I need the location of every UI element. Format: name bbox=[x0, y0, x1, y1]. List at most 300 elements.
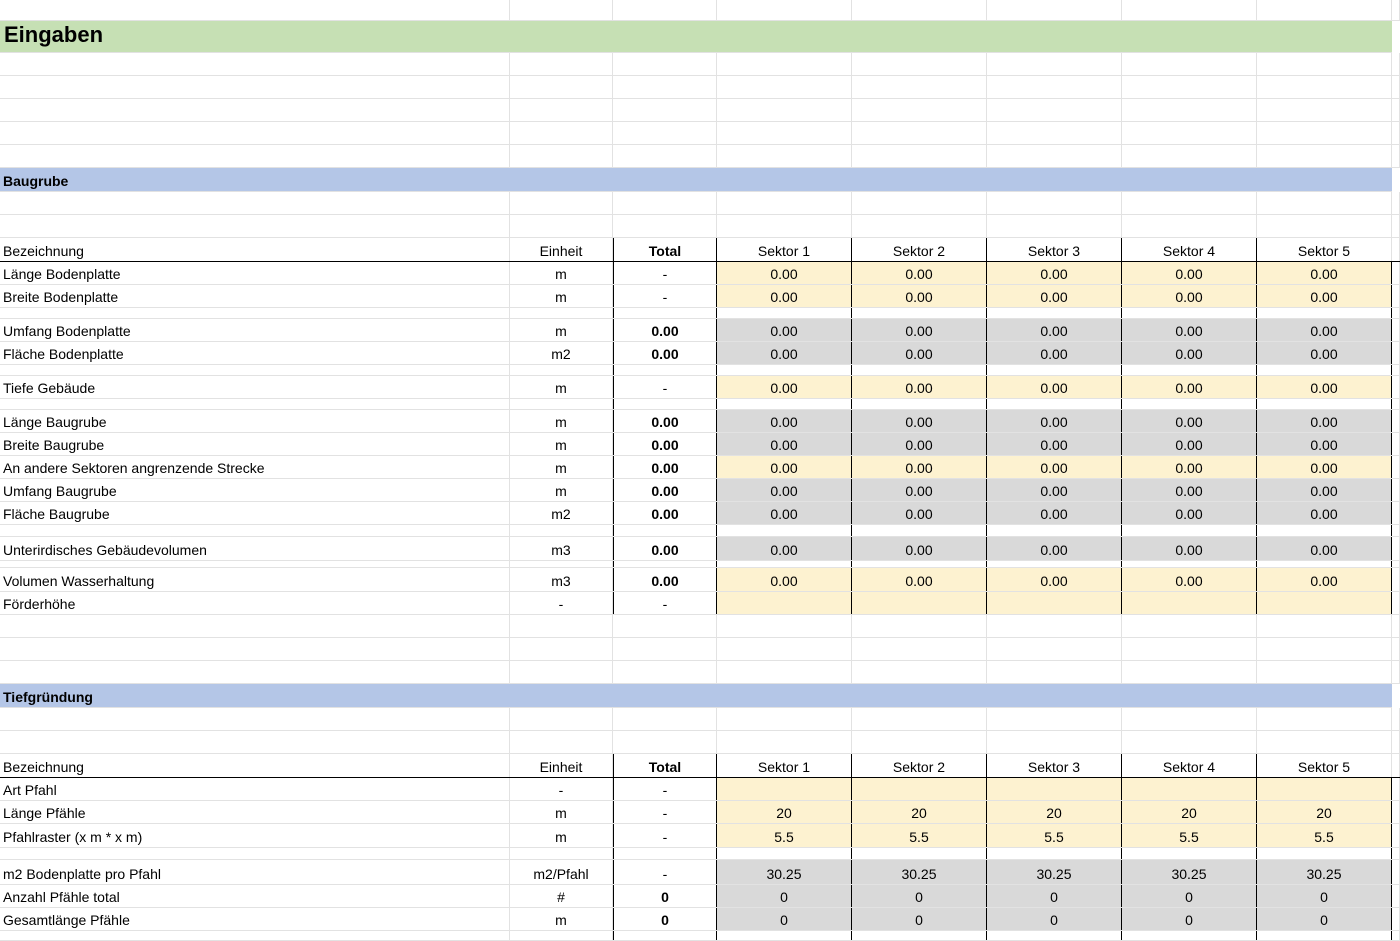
empty-cell[interactable] bbox=[510, 399, 613, 409]
empty-cell[interactable] bbox=[510, 53, 613, 75]
empty-cell[interactable] bbox=[987, 145, 1122, 167]
row-label[interactable]: Umfang Baugrube bbox=[0, 479, 510, 501]
empty-cell[interactable] bbox=[717, 145, 852, 167]
empty-cell[interactable] bbox=[852, 122, 987, 144]
row-value-sektor-5[interactable]: 30.25 bbox=[1257, 860, 1392, 884]
row-value-sektor-2[interactable]: 0 bbox=[852, 908, 987, 930]
empty-cell[interactable] bbox=[1257, 931, 1392, 940]
empty-cell[interactable] bbox=[1257, 561, 1392, 567]
row-unit[interactable]: # bbox=[510, 885, 613, 907]
row-value-sektor-1[interactable]: 0.00 bbox=[717, 433, 852, 455]
empty-cell[interactable] bbox=[510, 931, 613, 940]
row-value-sektor-2[interactable]: 30.25 bbox=[852, 860, 987, 884]
empty-cell[interactable] bbox=[0, 99, 510, 121]
empty-cell[interactable] bbox=[613, 848, 717, 859]
row-value-sektor-5[interactable]: 0.00 bbox=[1257, 502, 1392, 524]
empty-cell[interactable] bbox=[1122, 365, 1257, 375]
row-value-sektor-4[interactable]: 0.00 bbox=[1122, 502, 1257, 524]
row-total[interactable]: 0 bbox=[613, 885, 717, 907]
row-value-sektor-4[interactable]: 20 bbox=[1122, 801, 1257, 823]
row-label[interactable]: Pfahlraster (x m * x m) bbox=[0, 824, 510, 847]
empty-cell[interactable] bbox=[1122, 308, 1257, 318]
empty-cell[interactable] bbox=[1122, 122, 1257, 144]
empty-cell[interactable] bbox=[1122, 731, 1257, 753]
empty-cell[interactable] bbox=[1257, 192, 1392, 214]
row-label[interactable]: Länge Baugrube bbox=[0, 410, 510, 432]
empty-cell[interactable] bbox=[1257, 308, 1392, 318]
empty-cell[interactable] bbox=[987, 192, 1122, 214]
row-value-sektor-2[interactable] bbox=[852, 778, 987, 800]
row-value-sektor-5[interactable]: 0.00 bbox=[1257, 568, 1392, 591]
empty-cell[interactable] bbox=[717, 708, 852, 730]
empty-cell[interactable] bbox=[1257, 53, 1392, 75]
row-unit[interactable]: m2/Pfahl bbox=[510, 860, 613, 884]
empty-cell[interactable] bbox=[1392, 399, 1400, 409]
row-unit[interactable]: m bbox=[510, 319, 613, 341]
row-value-sektor-5[interactable]: 0.00 bbox=[1257, 456, 1392, 478]
row-value-sektor-3[interactable]: 5.5 bbox=[987, 824, 1122, 847]
header-sektor-5[interactable]: Sektor 5 bbox=[1257, 238, 1392, 261]
empty-cell[interactable] bbox=[1122, 525, 1257, 536]
empty-cell[interactable] bbox=[0, 708, 510, 730]
row-label[interactable]: Anzahl Pfähle total bbox=[0, 885, 510, 907]
row-total[interactable]: - bbox=[613, 262, 717, 284]
row-value-sektor-2[interactable]: 0.00 bbox=[852, 502, 987, 524]
empty-cell[interactable] bbox=[1257, 0, 1392, 20]
empty-cell[interactable] bbox=[0, 365, 510, 375]
empty-cell[interactable] bbox=[1392, 215, 1400, 237]
row-value-sektor-1[interactable]: 0.00 bbox=[717, 285, 852, 307]
row-value-sektor-4[interactable]: 30.25 bbox=[1122, 860, 1257, 884]
row-value-sektor-1[interactable]: 0.00 bbox=[717, 479, 852, 501]
empty-cell[interactable] bbox=[510, 0, 613, 20]
empty-cell[interactable] bbox=[1122, 561, 1257, 567]
row-value-sektor-5[interactable]: 0.00 bbox=[1257, 319, 1392, 341]
empty-cell[interactable] bbox=[717, 399, 852, 409]
empty-cell[interactable] bbox=[1257, 99, 1392, 121]
empty-cell[interactable] bbox=[987, 399, 1122, 409]
header-total[interactable]: Total bbox=[613, 754, 717, 777]
empty-cell[interactable] bbox=[1257, 76, 1392, 98]
empty-cell[interactable] bbox=[852, 561, 987, 567]
empty-cell[interactable] bbox=[717, 615, 852, 637]
row-label[interactable]: Breite Baugrube bbox=[0, 433, 510, 455]
row-total[interactable]: 0.00 bbox=[613, 456, 717, 478]
empty-cell[interactable] bbox=[1122, 708, 1257, 730]
row-value-sektor-5[interactable]: 0.00 bbox=[1257, 262, 1392, 284]
empty-cell[interactable] bbox=[1257, 615, 1392, 637]
empty-cell[interactable] bbox=[510, 525, 613, 536]
row-unit[interactable]: m bbox=[510, 908, 613, 930]
empty-cell[interactable] bbox=[717, 638, 852, 660]
header-sektor-4[interactable]: Sektor 4 bbox=[1122, 754, 1257, 777]
row-value-sektor-4[interactable]: 0.00 bbox=[1122, 319, 1257, 341]
row-total[interactable]: 0.00 bbox=[613, 568, 717, 591]
row-label[interactable]: An andere Sektoren angrenzende Strecke bbox=[0, 456, 510, 478]
empty-cell[interactable] bbox=[0, 308, 510, 318]
row-value-sektor-3[interactable]: 0.00 bbox=[987, 376, 1122, 398]
row-label[interactable]: Förderhöhe bbox=[0, 592, 510, 614]
empty-cell[interactable] bbox=[0, 192, 510, 214]
empty-cell[interactable] bbox=[510, 365, 613, 375]
row-unit[interactable]: m bbox=[510, 824, 613, 847]
row-label[interactable]: Breite Bodenplatte bbox=[0, 285, 510, 307]
row-total[interactable]: - bbox=[613, 801, 717, 823]
row-value-sektor-3[interactable]: 0 bbox=[987, 908, 1122, 930]
empty-cell[interactable] bbox=[852, 931, 987, 940]
empty-cell[interactable] bbox=[613, 192, 717, 214]
empty-cell[interactable] bbox=[852, 615, 987, 637]
row-unit[interactable]: m bbox=[510, 410, 613, 432]
empty-cell[interactable] bbox=[1122, 145, 1257, 167]
row-label[interactable]: Tiefe Gebäude bbox=[0, 376, 510, 398]
row-value-sektor-4[interactable]: 0.00 bbox=[1122, 456, 1257, 478]
header-unit[interactable]: Einheit bbox=[510, 754, 613, 777]
empty-cell[interactable] bbox=[510, 192, 613, 214]
header-sektor-4[interactable]: Sektor 4 bbox=[1122, 238, 1257, 261]
empty-cell[interactable] bbox=[717, 731, 852, 753]
empty-cell[interactable] bbox=[987, 848, 1122, 859]
empty-cell[interactable] bbox=[613, 365, 717, 375]
empty-cell[interactable] bbox=[717, 215, 852, 237]
empty-cell[interactable] bbox=[1392, 76, 1400, 98]
row-total[interactable]: - bbox=[613, 778, 717, 800]
empty-cell[interactable] bbox=[1122, 615, 1257, 637]
row-label[interactable]: Gesamtlänge Pfähle bbox=[0, 908, 510, 930]
row-value-sektor-3[interactable]: 0.00 bbox=[987, 342, 1122, 364]
row-value-sektor-3[interactable]: 0.00 bbox=[987, 502, 1122, 524]
empty-cell[interactable] bbox=[1392, 53, 1400, 75]
row-value-sektor-1[interactable]: 0.00 bbox=[717, 410, 852, 432]
empty-cell[interactable] bbox=[717, 365, 852, 375]
empty-cell[interactable] bbox=[987, 638, 1122, 660]
empty-cell[interactable] bbox=[987, 76, 1122, 98]
empty-cell[interactable] bbox=[1122, 848, 1257, 859]
empty-cell[interactable] bbox=[717, 525, 852, 536]
empty-cell[interactable] bbox=[0, 0, 510, 20]
row-value-sektor-1[interactable]: 0 bbox=[717, 908, 852, 930]
section-label-baugrube[interactable]: Baugrube bbox=[3, 173, 69, 189]
header-sektor-2[interactable]: Sektor 2 bbox=[852, 754, 987, 777]
row-value-sektor-1[interactable]: 5.5 bbox=[717, 824, 852, 847]
empty-cell[interactable] bbox=[510, 661, 613, 683]
row-value-sektor-3[interactable] bbox=[987, 778, 1122, 800]
empty-cell[interactable] bbox=[852, 731, 987, 753]
empty-cell[interactable] bbox=[987, 931, 1122, 940]
row-total[interactable]: 0.00 bbox=[613, 502, 717, 524]
row-unit[interactable]: m bbox=[510, 801, 613, 823]
empty-cell[interactable] bbox=[613, 53, 717, 75]
row-value-sektor-3[interactable]: 0.00 bbox=[987, 537, 1122, 560]
row-value-sektor-4[interactable]: 0.00 bbox=[1122, 568, 1257, 591]
row-unit[interactable]: m bbox=[510, 433, 613, 455]
empty-cell[interactable] bbox=[717, 53, 852, 75]
empty-cell[interactable] bbox=[1392, 638, 1400, 660]
row-value-sektor-2[interactable] bbox=[852, 592, 987, 614]
empty-cell[interactable] bbox=[510, 561, 613, 567]
empty-cell[interactable] bbox=[613, 931, 717, 940]
row-label[interactable]: Fläche Bodenplatte bbox=[0, 342, 510, 364]
row-value-sektor-5[interactable] bbox=[1257, 592, 1392, 614]
empty-cell[interactable] bbox=[613, 145, 717, 167]
sheet-title[interactable]: Eingaben bbox=[4, 22, 104, 47]
row-value-sektor-1[interactable]: 0.00 bbox=[717, 376, 852, 398]
row-total[interactable]: 0.00 bbox=[613, 342, 717, 364]
empty-cell[interactable] bbox=[717, 661, 852, 683]
empty-cell[interactable] bbox=[852, 99, 987, 121]
row-value-sektor-5[interactable]: 0 bbox=[1257, 908, 1392, 930]
empty-cell[interactable] bbox=[852, 638, 987, 660]
header-sektor-2[interactable]: Sektor 2 bbox=[852, 238, 987, 261]
section-label-tiefgruendung[interactable]: Tiefgründung bbox=[3, 689, 93, 705]
empty-cell[interactable] bbox=[613, 731, 717, 753]
empty-cell[interactable] bbox=[717, 76, 852, 98]
empty-cell[interactable] bbox=[613, 615, 717, 637]
empty-cell[interactable] bbox=[613, 561, 717, 567]
empty-cell[interactable] bbox=[1392, 561, 1400, 567]
row-value-sektor-2[interactable]: 0.00 bbox=[852, 568, 987, 591]
row-unit[interactable]: - bbox=[510, 592, 613, 614]
row-value-sektor-2[interactable]: 0.00 bbox=[852, 262, 987, 284]
empty-cell[interactable] bbox=[613, 308, 717, 318]
empty-cell[interactable] bbox=[852, 215, 987, 237]
empty-cell[interactable] bbox=[613, 215, 717, 237]
empty-cell[interactable] bbox=[0, 53, 510, 75]
empty-cell[interactable] bbox=[0, 76, 510, 98]
row-value-sektor-2[interactable]: 0.00 bbox=[852, 285, 987, 307]
empty-cell[interactable] bbox=[987, 708, 1122, 730]
row-unit[interactable]: m2 bbox=[510, 342, 613, 364]
row-value-sektor-4[interactable] bbox=[1122, 778, 1257, 800]
empty-cell[interactable] bbox=[1392, 848, 1400, 859]
empty-cell[interactable] bbox=[1122, 76, 1257, 98]
empty-cell[interactable] bbox=[0, 931, 510, 940]
row-value-sektor-5[interactable] bbox=[1257, 778, 1392, 800]
row-value-sektor-4[interactable]: 0.00 bbox=[1122, 376, 1257, 398]
empty-cell[interactable] bbox=[1257, 122, 1392, 144]
row-value-sektor-5[interactable]: 0.00 bbox=[1257, 479, 1392, 501]
row-value-sektor-3[interactable]: 0.00 bbox=[987, 479, 1122, 501]
row-value-sektor-1[interactable]: 0.00 bbox=[717, 502, 852, 524]
row-label[interactable]: Länge Pfähle bbox=[0, 801, 510, 823]
empty-cell[interactable] bbox=[987, 615, 1122, 637]
row-value-sektor-5[interactable]: 0.00 bbox=[1257, 376, 1392, 398]
row-value-sektor-1[interactable]: 0.00 bbox=[717, 568, 852, 591]
row-unit[interactable]: m3 bbox=[510, 568, 613, 591]
empty-cell[interactable] bbox=[852, 0, 987, 20]
empty-cell[interactable] bbox=[1122, 638, 1257, 660]
row-value-sektor-2[interactable]: 0.00 bbox=[852, 319, 987, 341]
empty-cell[interactable] bbox=[613, 122, 717, 144]
row-value-sektor-4[interactable]: 0.00 bbox=[1122, 285, 1257, 307]
empty-cell[interactable] bbox=[1257, 708, 1392, 730]
empty-cell[interactable] bbox=[987, 0, 1122, 20]
row-value-sektor-5[interactable]: 0 bbox=[1257, 885, 1392, 907]
empty-cell[interactable] bbox=[987, 731, 1122, 753]
row-value-sektor-2[interactable]: 0.00 bbox=[852, 433, 987, 455]
row-label[interactable]: Art Pfahl bbox=[0, 778, 510, 800]
empty-cell[interactable] bbox=[987, 561, 1122, 567]
row-value-sektor-5[interactable]: 0.00 bbox=[1257, 433, 1392, 455]
empty-cell[interactable] bbox=[852, 525, 987, 536]
row-value-sektor-1[interactable] bbox=[717, 592, 852, 614]
row-value-sektor-3[interactable]: 20 bbox=[987, 801, 1122, 823]
row-value-sektor-5[interactable]: 0.00 bbox=[1257, 342, 1392, 364]
row-total[interactable]: - bbox=[613, 592, 717, 614]
row-unit[interactable]: m bbox=[510, 479, 613, 501]
row-total[interactable]: 0.00 bbox=[613, 537, 717, 560]
header-unit[interactable]: Einheit bbox=[510, 238, 613, 261]
empty-cell[interactable] bbox=[510, 122, 613, 144]
row-value-sektor-5[interactable]: 5.5 bbox=[1257, 824, 1392, 847]
row-total[interactable]: - bbox=[613, 285, 717, 307]
empty-cell[interactable] bbox=[1122, 215, 1257, 237]
row-total[interactable]: 0 bbox=[613, 908, 717, 930]
empty-cell[interactable] bbox=[1392, 0, 1400, 20]
header-label[interactable]: Bezeichnung bbox=[0, 754, 510, 777]
empty-cell[interactable] bbox=[1257, 365, 1392, 375]
empty-cell[interactable] bbox=[852, 53, 987, 75]
empty-cell[interactable] bbox=[1392, 931, 1400, 940]
empty-cell[interactable] bbox=[1392, 122, 1400, 144]
empty-cell[interactable] bbox=[717, 122, 852, 144]
empty-cell[interactable] bbox=[852, 848, 987, 859]
empty-cell[interactable] bbox=[1392, 731, 1400, 753]
row-value-sektor-4[interactable]: 0.00 bbox=[1122, 342, 1257, 364]
row-label[interactable]: Länge Bodenplatte bbox=[0, 262, 510, 284]
row-total[interactable]: - bbox=[613, 824, 717, 847]
row-value-sektor-2[interactable]: 0.00 bbox=[852, 479, 987, 501]
empty-cell[interactable] bbox=[510, 215, 613, 237]
row-unit[interactable]: m bbox=[510, 376, 613, 398]
empty-cell[interactable] bbox=[0, 561, 510, 567]
row-unit[interactable]: m3 bbox=[510, 537, 613, 560]
row-value-sektor-1[interactable]: 20 bbox=[717, 801, 852, 823]
empty-cell[interactable] bbox=[717, 848, 852, 859]
row-value-sektor-4[interactable]: 0.00 bbox=[1122, 537, 1257, 560]
empty-cell[interactable] bbox=[613, 99, 717, 121]
empty-cell[interactable] bbox=[510, 708, 613, 730]
row-value-sektor-3[interactable]: 0 bbox=[987, 885, 1122, 907]
empty-cell[interactable] bbox=[0, 615, 510, 637]
row-value-sektor-5[interactable]: 0.00 bbox=[1257, 285, 1392, 307]
empty-cell[interactable] bbox=[613, 708, 717, 730]
empty-cell[interactable] bbox=[1392, 615, 1400, 637]
header-sektor-5[interactable]: Sektor 5 bbox=[1257, 754, 1392, 777]
row-value-sektor-2[interactable]: 0.00 bbox=[852, 537, 987, 560]
empty-cell[interactable] bbox=[1122, 399, 1257, 409]
row-unit[interactable]: m bbox=[510, 285, 613, 307]
header-sektor-3[interactable]: Sektor 3 bbox=[987, 238, 1122, 261]
empty-cell[interactable] bbox=[1257, 145, 1392, 167]
row-label[interactable]: Volumen Wasserhaltung bbox=[0, 568, 510, 591]
row-value-sektor-1[interactable]: 0.00 bbox=[717, 342, 852, 364]
empty-cell[interactable] bbox=[987, 365, 1122, 375]
empty-cell[interactable] bbox=[613, 399, 717, 409]
row-value-sektor-4[interactable]: 5.5 bbox=[1122, 824, 1257, 847]
row-value-sektor-2[interactable]: 0 bbox=[852, 885, 987, 907]
empty-cell[interactable] bbox=[987, 53, 1122, 75]
empty-cell[interactable] bbox=[510, 731, 613, 753]
empty-cell[interactable] bbox=[717, 0, 852, 20]
row-value-sektor-2[interactable]: 0.00 bbox=[852, 456, 987, 478]
empty-cell[interactable] bbox=[1122, 931, 1257, 940]
row-unit[interactable]: - bbox=[510, 778, 613, 800]
row-value-sektor-1[interactable]: 0.00 bbox=[717, 262, 852, 284]
row-value-sektor-1[interactable]: 0 bbox=[717, 885, 852, 907]
header-label[interactable]: Bezeichnung bbox=[0, 238, 510, 261]
row-value-sektor-1[interactable]: 0.00 bbox=[717, 319, 852, 341]
row-value-sektor-3[interactable]: 0.00 bbox=[987, 568, 1122, 591]
row-value-sektor-3[interactable]: 30.25 bbox=[987, 860, 1122, 884]
row-total[interactable]: 0.00 bbox=[613, 433, 717, 455]
row-value-sektor-4[interactable]: 0 bbox=[1122, 908, 1257, 930]
row-value-sektor-3[interactable]: 0.00 bbox=[987, 410, 1122, 432]
empty-cell[interactable] bbox=[510, 615, 613, 637]
empty-cell[interactable] bbox=[1257, 661, 1392, 683]
empty-cell[interactable] bbox=[613, 525, 717, 536]
row-unit[interactable]: m bbox=[510, 456, 613, 478]
row-value-sektor-4[interactable]: 0.00 bbox=[1122, 433, 1257, 455]
empty-cell[interactable] bbox=[510, 76, 613, 98]
row-total[interactable]: 0.00 bbox=[613, 410, 717, 432]
row-value-sektor-4[interactable]: 0.00 bbox=[1122, 262, 1257, 284]
empty-cell[interactable] bbox=[987, 215, 1122, 237]
empty-cell[interactable] bbox=[987, 661, 1122, 683]
row-value-sektor-3[interactable]: 0.00 bbox=[987, 262, 1122, 284]
empty-cell[interactable] bbox=[613, 661, 717, 683]
row-value-sektor-3[interactable]: 0.00 bbox=[987, 456, 1122, 478]
row-value-sektor-1[interactable]: 30.25 bbox=[717, 860, 852, 884]
empty-cell[interactable] bbox=[510, 99, 613, 121]
row-value-sektor-2[interactable]: 20 bbox=[852, 801, 987, 823]
row-value-sektor-5[interactable]: 0.00 bbox=[1257, 410, 1392, 432]
row-value-sektor-4[interactable]: 0.00 bbox=[1122, 410, 1257, 432]
empty-cell[interactable] bbox=[1257, 525, 1392, 536]
empty-cell[interactable] bbox=[987, 308, 1122, 318]
empty-cell[interactable] bbox=[613, 638, 717, 660]
row-label[interactable]: m2 Bodenplatte pro Pfahl bbox=[0, 860, 510, 884]
empty-cell[interactable] bbox=[852, 661, 987, 683]
empty-cell[interactable] bbox=[852, 145, 987, 167]
empty-cell[interactable] bbox=[510, 848, 613, 859]
empty-cell[interactable] bbox=[717, 931, 852, 940]
row-value-sektor-4[interactable]: 0 bbox=[1122, 885, 1257, 907]
row-total[interactable]: 0.00 bbox=[613, 319, 717, 341]
row-value-sektor-5[interactable]: 0.00 bbox=[1257, 537, 1392, 560]
empty-cell[interactable] bbox=[0, 661, 510, 683]
row-value-sektor-1[interactable]: 0.00 bbox=[717, 456, 852, 478]
row-value-sektor-2[interactable]: 5.5 bbox=[852, 824, 987, 847]
empty-cell[interactable] bbox=[852, 76, 987, 98]
header-sektor-3[interactable]: Sektor 3 bbox=[987, 754, 1122, 777]
row-total[interactable]: - bbox=[613, 860, 717, 884]
header-sektor-1[interactable]: Sektor 1 bbox=[717, 754, 852, 777]
empty-cell[interactable] bbox=[613, 0, 717, 20]
empty-cell[interactable] bbox=[987, 525, 1122, 536]
empty-cell[interactable] bbox=[717, 561, 852, 567]
empty-cell[interactable] bbox=[1122, 661, 1257, 683]
empty-cell[interactable] bbox=[1257, 638, 1392, 660]
empty-cell[interactable] bbox=[1392, 365, 1400, 375]
header-sektor-1[interactable]: Sektor 1 bbox=[717, 238, 852, 261]
row-value-sektor-1[interactable] bbox=[717, 778, 852, 800]
empty-cell[interactable] bbox=[1257, 848, 1392, 859]
empty-cell[interactable] bbox=[0, 145, 510, 167]
empty-cell[interactable] bbox=[1257, 399, 1392, 409]
empty-cell[interactable] bbox=[510, 638, 613, 660]
empty-cell[interactable] bbox=[717, 99, 852, 121]
